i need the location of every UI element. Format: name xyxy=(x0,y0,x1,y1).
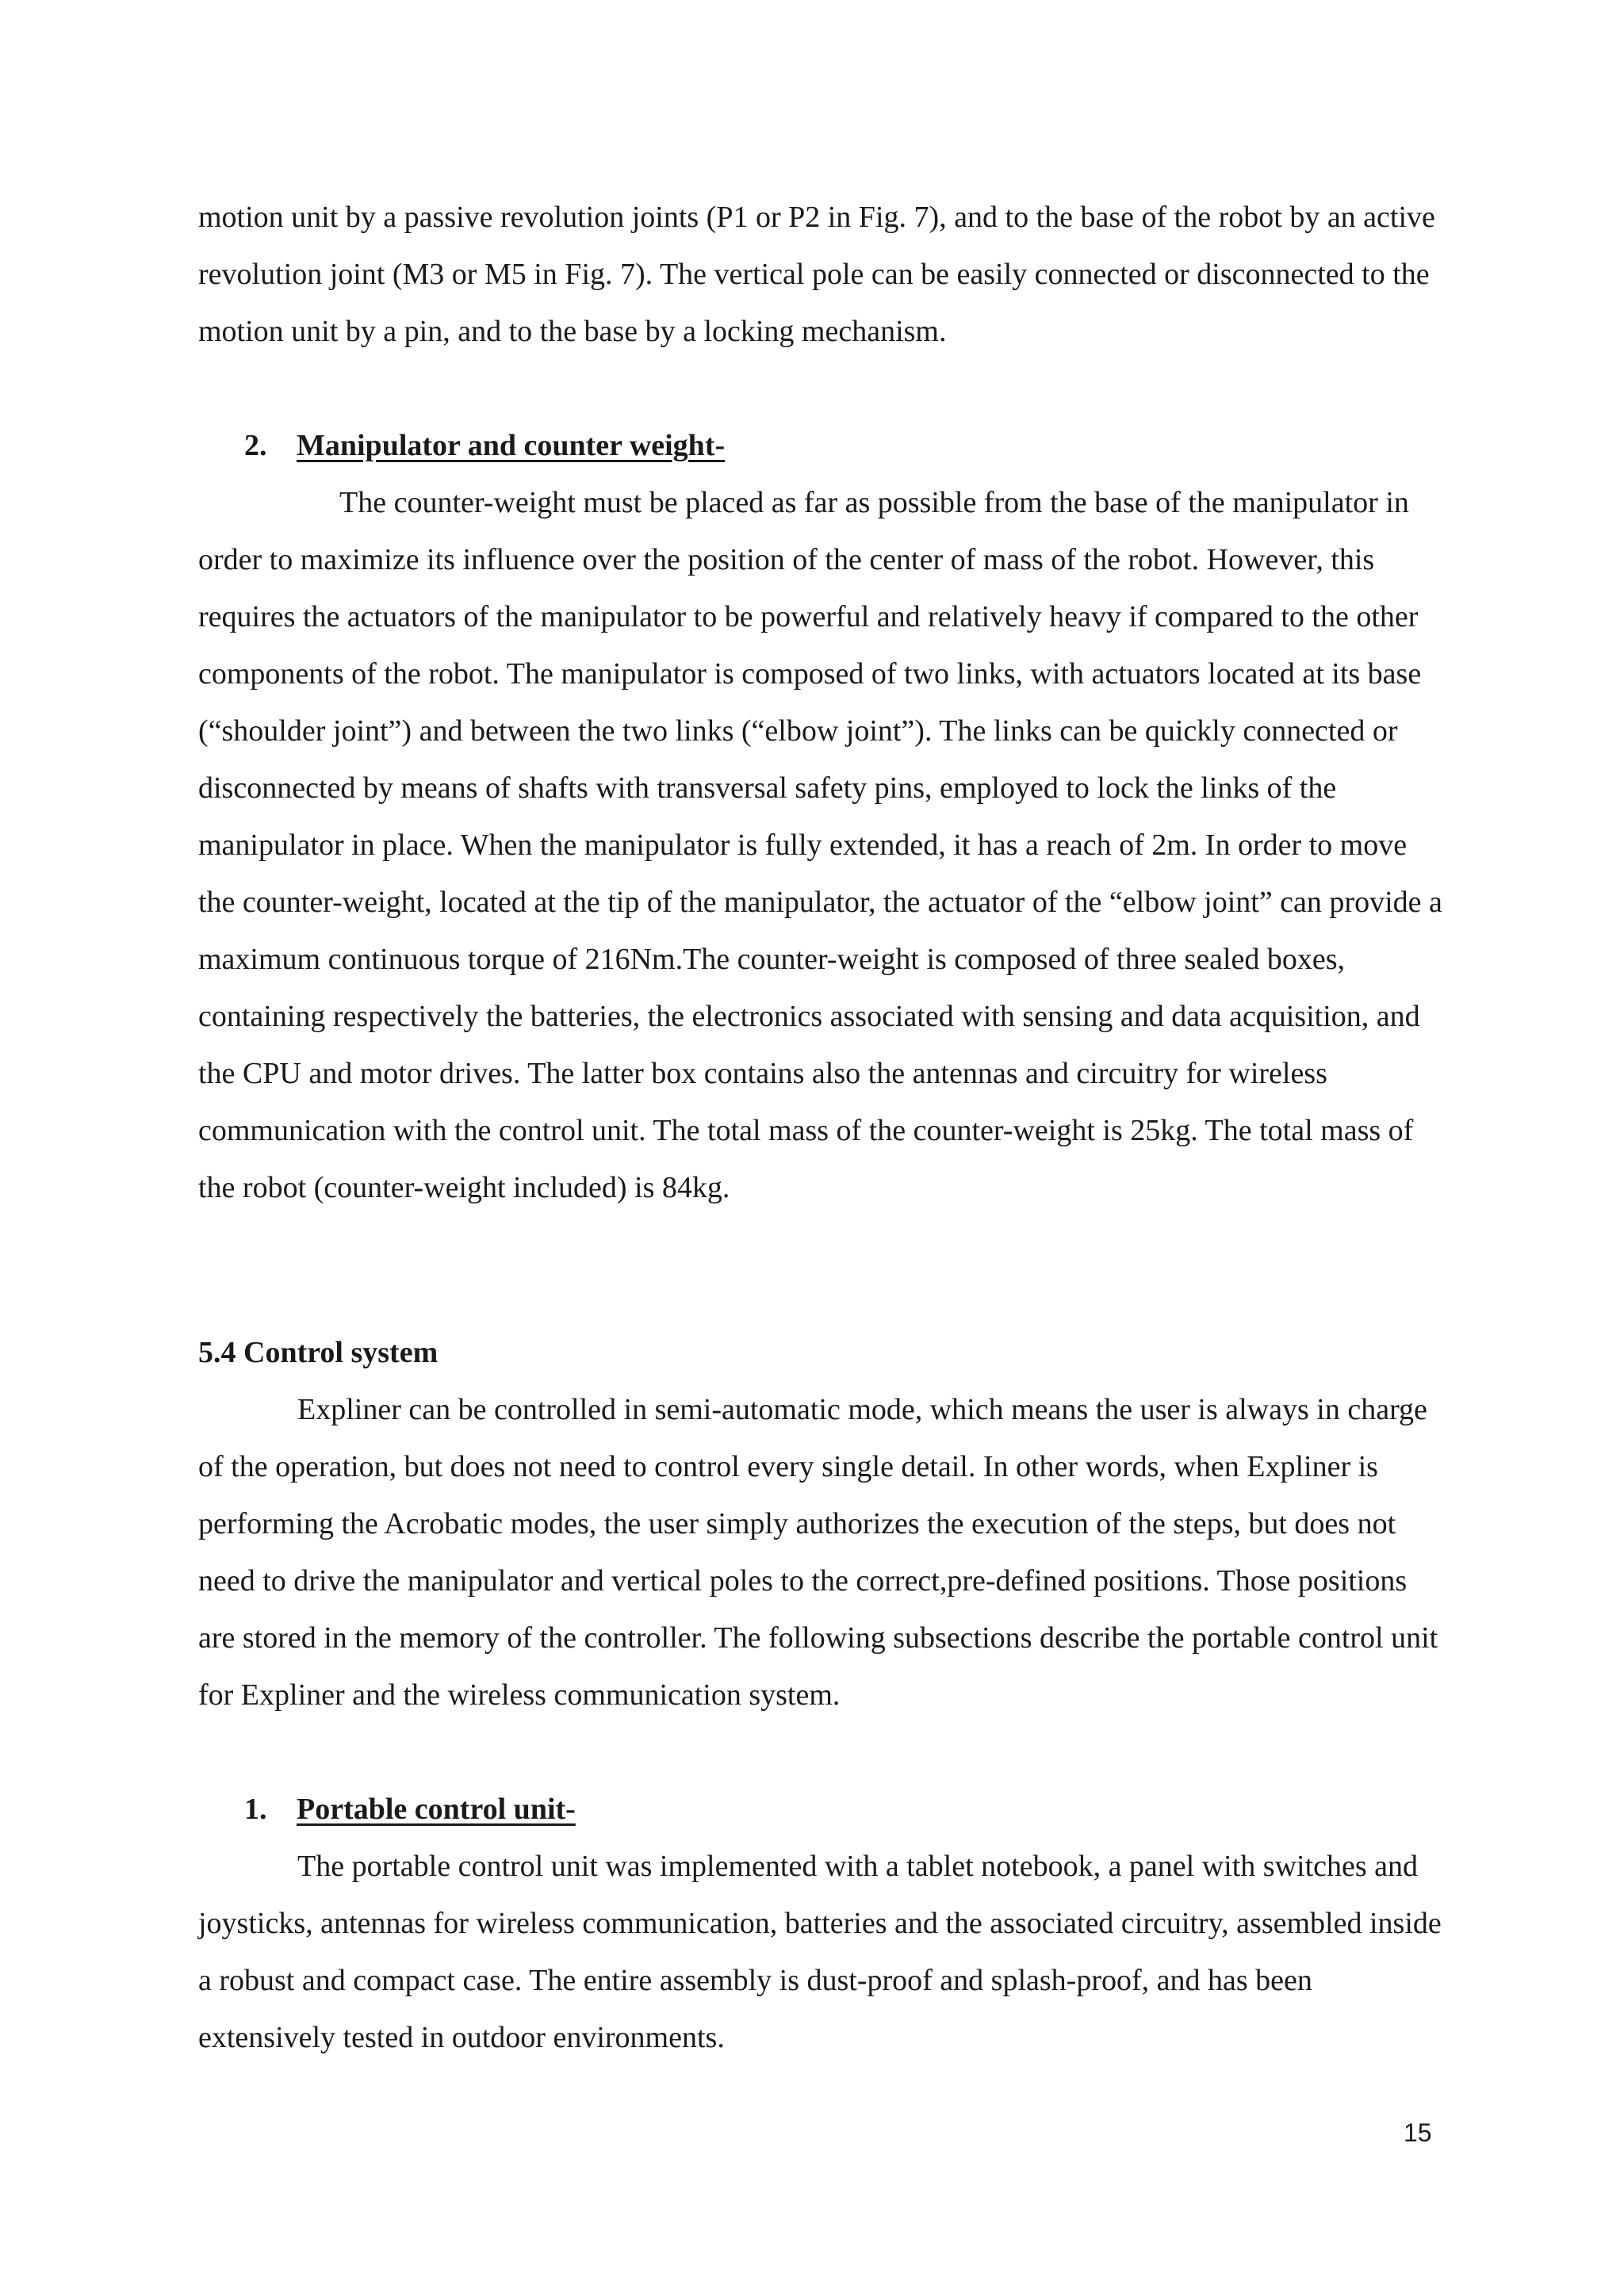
control-system-paragraph-block xyxy=(198,1381,1443,1724)
portable-unit-paragraph-block xyxy=(198,1838,1443,2066)
portable-unit-heading-number: 1. xyxy=(244,1793,267,1826)
control-system-paragraph: Expliner can be controlled in semi-automatic mode, which means the user is always in charge of the operation, but does not need to control every single detail. In other words, when Expliner is performing the Acrobatic modes, the user simply authorizes the execution of the steps, but does not need to drive the manipulator and vertical poles to the correct,pre-defined positions. Those positions are stored in the memory of the controller. The following subsections describe the portable control unit for Expliner and the wireless communication system. xyxy=(198,1393,1438,1712)
intro-paragraph: motion unit by a passive revolution joints (P1 or P2 in Fig. 7), and to the base of the robot by an active revolution joint (M3 or M5 in Fig. 7). The vertical pole can be easily connected or disconnected to the motion unit by a pin, and to the base by a locking mechanism. xyxy=(198,201,1435,348)
manipulator-heading-number: 2. xyxy=(244,429,267,462)
portable-unit-heading-title: Portable control unit- xyxy=(297,1793,576,1826)
portable-unit-paragraph: The portable control unit was implemented with a tablet notebook, a panel with switches and joysticks, antennas for wireless communication, batteries and the associated circuitry, assembled inside a robust and compact case. The entire assembly is dust-proof and splash-proof, and has been extensively tested in outdoor environments. xyxy=(198,1850,1442,2054)
intro-paragraph-block xyxy=(198,189,1443,360)
manipulator-paragraph: The counter-weight must be placed as far as possible from the base of the manipulator in order to maximize its influence over the position of the center of mass of the robot. However, this requires the actuators of the manipulator to be powerful and relatively heavy if compared to the other components of the robot. The manipulator is composed of two links, with actuators located at its base (“shoulder joint”) and between the two links (“elbow joint”). The links can be quickly connected or disconnected by means of shafts with transversal safety pins, employed to lock the links of the manipulator in place. When the manipulator is fully extended, it has a reach of 2m. In order to move the counter-weight, located at the tip of the manipulator, the actuator of the “elbow joint” can provide a maximum continuous torque of 216Nm.The counter-weight is composed of three sealed boxes, containing respectively the batteries, the electronics associated with sensing and data acquisition, and the CPU and motor drives. The latter box contains also the antennas and circuitry for wireless communication with the control unit. The total mass of the counter-weight is 25kg. The total mass of the robot (counter-weight included) is 84kg. xyxy=(198,486,1442,1204)
manipulator-paragraph-block xyxy=(198,474,1443,1216)
page-number: 15 xyxy=(1404,2118,1432,2147)
manipulator-heading-title: Manipulator and counter weight- xyxy=(297,429,726,462)
control-system-heading: 5.4 Control system xyxy=(198,1336,439,1369)
manipulator-heading xyxy=(244,417,725,474)
portable-unit-heading xyxy=(244,1781,576,1838)
